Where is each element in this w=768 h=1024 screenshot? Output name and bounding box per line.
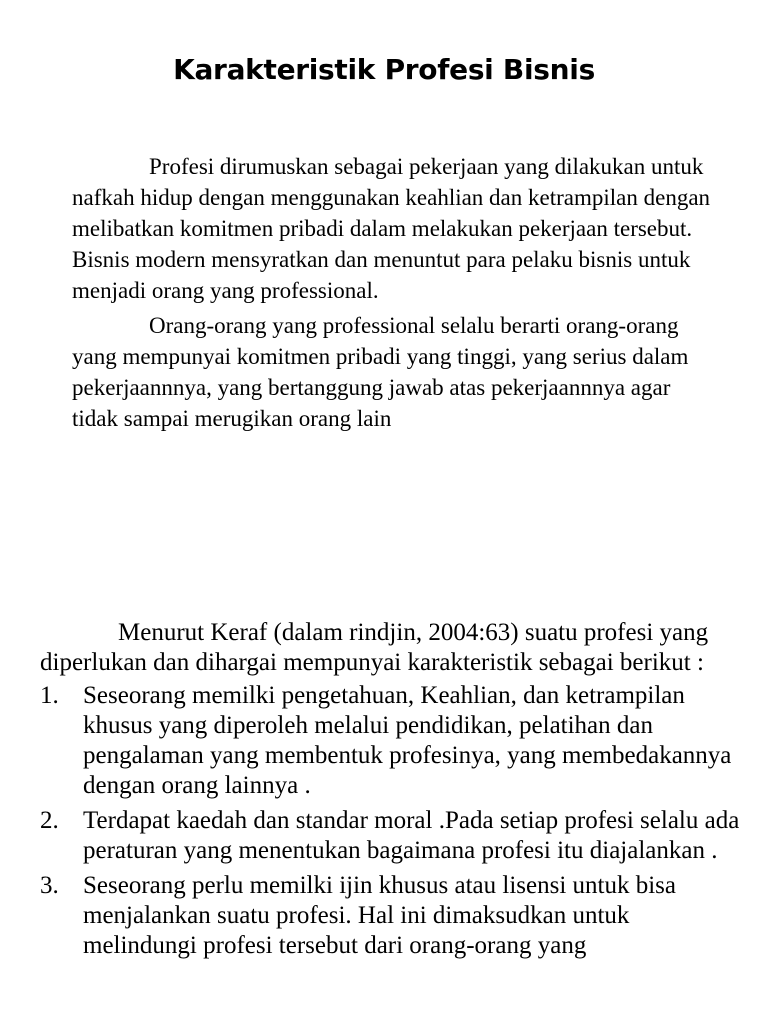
list-item — [40, 681, 740, 801]
page-title: Karakteristik Profesi Bisnis — [173, 53, 595, 86]
list-item-text: Terdapat kaedah dan standar moral .Pada setiap profesi selalu ada peraturan yang menentukan bagaimana profesi itu diajalankan . — [83, 807, 740, 864]
list-item — [40, 871, 740, 961]
characteristics-lead: Menurut Keraf (dalam rindjin, 2004:63) suatu profesi yang diperlukan dan dihargai mempunyai karakteristik sebagai berikut : — [40, 619, 709, 676]
intro-section — [72, 151, 722, 434]
intro-paragraph: Orang-orang yang professional selalu berarti orang-orang yang mempunyai komitmen pribadi yang tinggi, yang serius dalam pekerjaannnya, yang bertanggung jawab atas pekerjaannnya agar tidak sampai merugikan orang lain — [72, 313, 689, 431]
list-item-number: 1. — [40, 682, 59, 709]
characteristics-list — [40, 681, 740, 961]
list-item-number: 2. — [40, 807, 59, 834]
characteristics-section — [40, 618, 740, 966]
list-item-number: 3. — [40, 872, 59, 899]
list-item — [40, 806, 740, 866]
intro-paragraph: Profesi dirumuskan sebagai pekerjaan yang dilakukan untuk nafkah hidup dengan menggunakan keahlian dan ketrampilan dengan melibatkan komitmen pribadi dalam melakukan pekerjaan tersebut. Bisnis modern mensyratkan dan menuntut para pelaku bisnis untuk menjadi orang yang professional. — [72, 154, 711, 303]
list-item-text: Seseorang perlu memilki ijin khusus atau lisensi untuk bisa menjalankan suatu profesi. Hal ini dimaksudkan untuk melindungi profesi tersebut dari orang-orang yang — [83, 872, 676, 959]
list-item-text: Seseorang memilki pengetahuan, Keahlian, dan ketrampilan khusus yang diperoleh melalui pendidikan, pelatihan dan pengalaman yang membentuk profesinya, yang membedakannya dengan orang lainnya . — [83, 682, 732, 799]
